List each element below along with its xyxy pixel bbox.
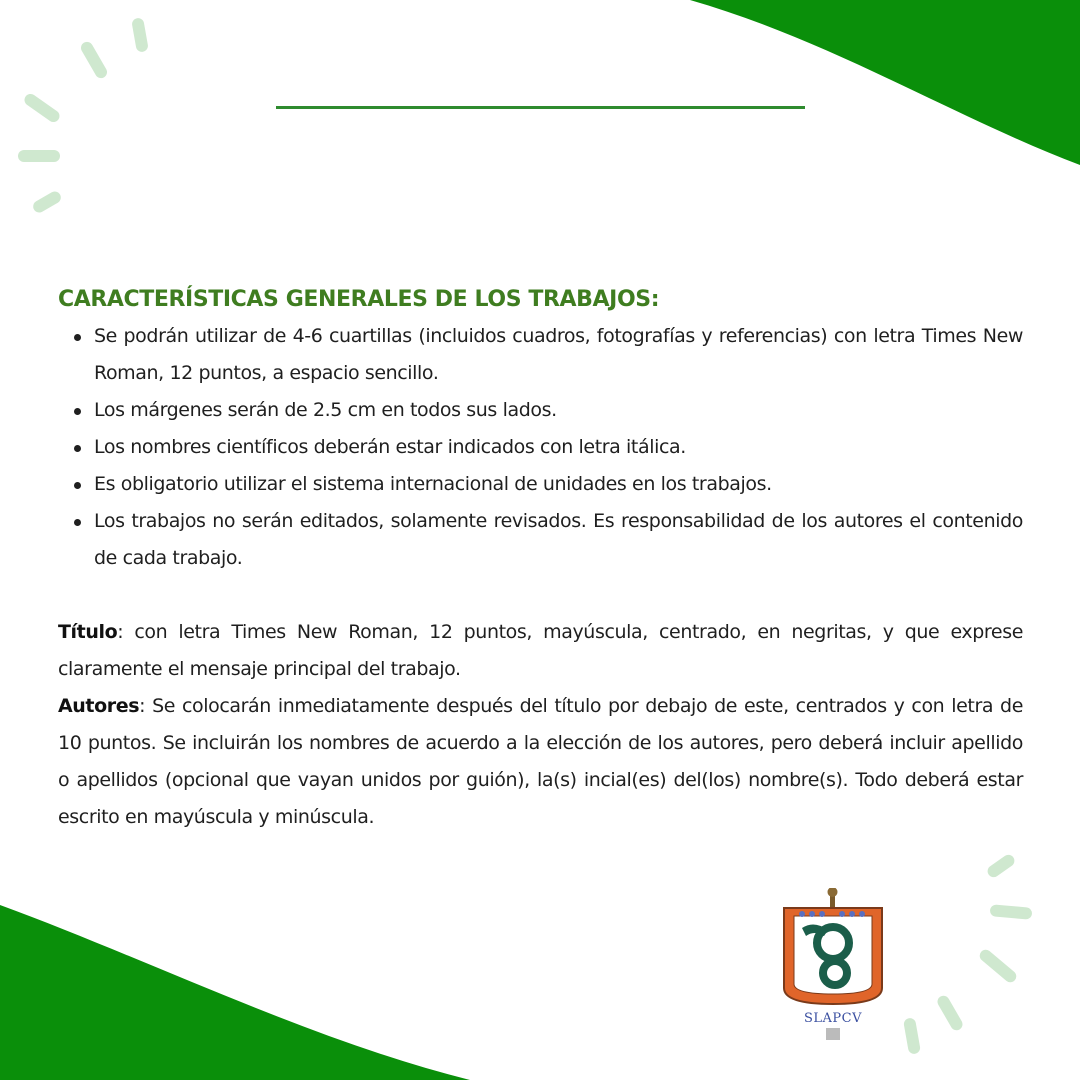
requirements-list xyxy=(58,318,1023,577)
titulo-text: : con letra Times New Roman, 12 puntos, mayúscula, centrado, en negritas, y que exprese claramente el mensaje principal del trabajo. xyxy=(58,621,1023,680)
list-item: Es obligatorio utilizar el sistema internacional de unidades en los trabajos. xyxy=(94,466,1023,503)
autores-label: Autores xyxy=(58,695,140,717)
top-left-sparkle-icon xyxy=(18,17,149,214)
top-right-green-wave xyxy=(690,0,1080,165)
section-heading: CARACTERÍSTICAS GENERALES DE LOS TRABAJOS: xyxy=(58,287,660,312)
list-item: Los nombres científicos deberán estar indicados con letra itálica. xyxy=(94,429,1023,466)
autores-text: : Se colocarán inmediatamente después del título por debajo de este, centrados y con letra de 10 puntos. Se incluirán los nombres de acuerdo a la elección de los autores, pero deberá incluir apellido o apellidos (opcional que vayan unidos por guión), la(s) incial(es) del(los) nombre(s). Todo deberá estar escrito en mayúscula y minúscula. xyxy=(58,695,1023,828)
bottom-right-sparkle-icon xyxy=(903,852,1032,1054)
list-item: Los trabajos no serán editados, solamente revisados. Es responsabilidad de los autores el contenido de cada trabajo. xyxy=(94,503,1023,577)
titulo-paragraph xyxy=(58,614,1023,688)
list-item: Se podrán utilizar de 4-6 cuartillas (incluidos cuadros, fotografías y referencias) con letra Times New Roman, 12 puntos, a espacio sencillo. xyxy=(94,318,1023,392)
list-item: Los márgenes serán de 2.5 cm en todos sus lados. xyxy=(94,392,1023,429)
autores-paragraph xyxy=(58,688,1023,836)
top-divider-line xyxy=(276,106,805,109)
bottom-left-green-wave xyxy=(0,905,470,1080)
titulo-label: Título xyxy=(58,621,118,643)
document-body xyxy=(58,284,1023,836)
logo-wordmark: SLAPCV xyxy=(803,1011,862,1026)
